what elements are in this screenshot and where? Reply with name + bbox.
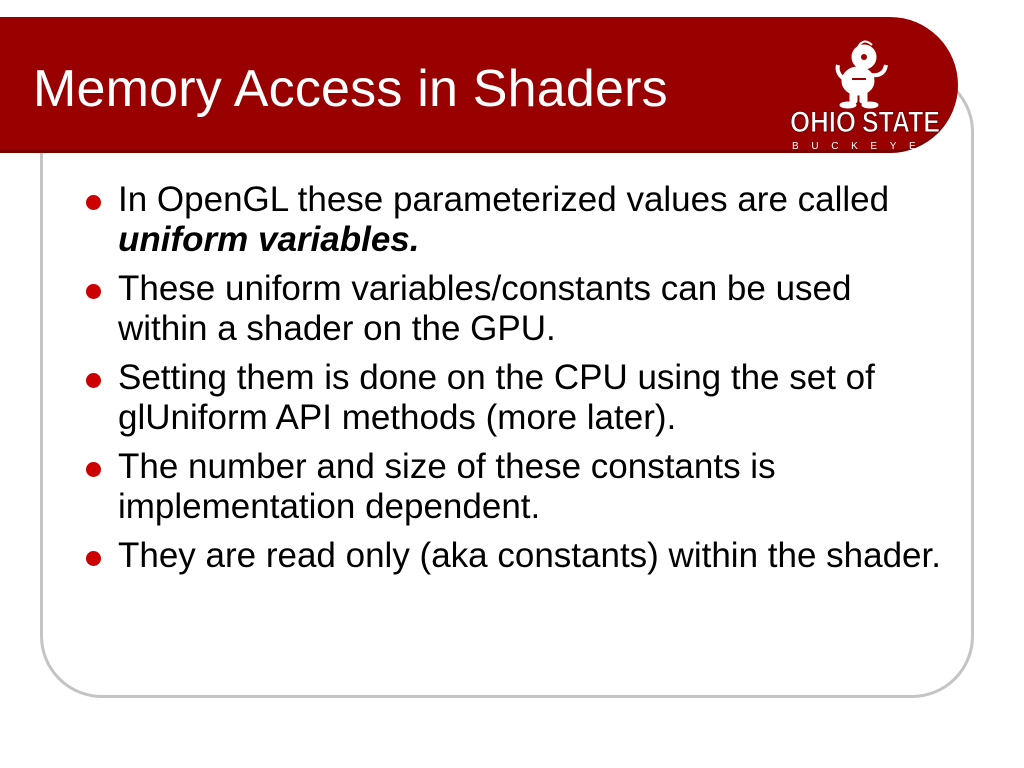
bullet-text: They are read only (aka constants) within the shader. <box>118 536 941 575</box>
logo-subtitle: BUCKEYES <box>792 141 942 152</box>
title-bar <box>0 17 958 153</box>
bullet-item <box>80 536 950 576</box>
bullet-list <box>80 180 950 585</box>
bullet-item <box>80 180 950 260</box>
bullet-text: The number and size of these constants is implementation dependent. <box>118 447 776 526</box>
bullet-item <box>80 358 950 438</box>
logo-word-right: STATE <box>862 106 940 139</box>
bullet-emphasis: uniform variables. <box>118 220 420 259</box>
logo-word-left: OHIO <box>790 106 856 139</box>
bullet-item <box>80 447 950 527</box>
bullet-dot-icon <box>86 195 101 210</box>
bullet-item <box>80 269 950 349</box>
logo-graphic <box>784 39 954 157</box>
bullet-dot-icon <box>86 284 101 299</box>
bullet-dot-icon <box>86 462 101 477</box>
slide-title: Memory Access in Shaders <box>33 60 668 118</box>
bullet-dot-icon <box>86 551 101 566</box>
mascot-icon <box>838 41 886 108</box>
ohio-state-logo <box>784 39 954 157</box>
bullet-text: These uniform variables/constants can be used within a shader on the GPU. <box>118 269 852 348</box>
bullet-dot-icon <box>86 373 101 388</box>
bullet-text: In OpenGL these parameterized values are called <box>118 180 890 219</box>
bullet-text: Setting them is done on the CPU using the set of glUniform API methods (more later). <box>118 358 875 437</box>
logo-trademark: TM <box>942 147 951 153</box>
